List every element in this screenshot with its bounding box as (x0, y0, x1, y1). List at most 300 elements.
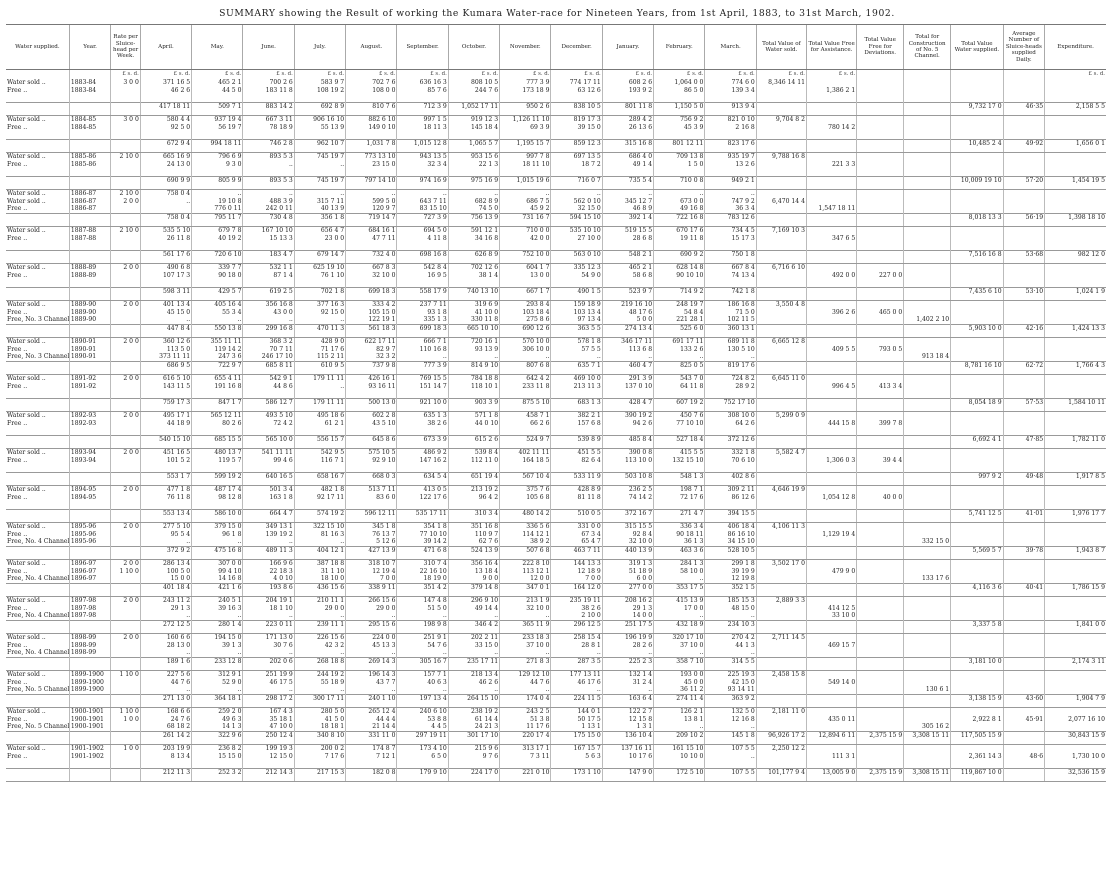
table-cell (951, 486, 1003, 510)
table-cell: 310 7 4 22 16 10 18 19 0 (397, 560, 448, 584)
total-cell: 163 6 4 (602, 695, 653, 708)
table-cell (1003, 412, 1045, 436)
total-cell (6, 547, 69, 560)
table-cell: 1,054 12 8 (807, 486, 857, 510)
total-cell: 752 10 0 (500, 251, 551, 264)
total-cell: 539 8 9 (551, 436, 602, 449)
table-cell: 45·91 (1003, 708, 1045, 732)
total-cell: 735 5 4 (602, 177, 653, 190)
table-cell: 1883-84 1883-84 (69, 79, 111, 103)
table-cell: 147 4 8 51 5 0 .. (397, 597, 448, 621)
column-header: October. (448, 25, 499, 70)
table-cell: 375 7 6 105 6 8 (500, 486, 551, 510)
table-cell: 636 16 3 85 7 6 (397, 79, 448, 103)
total-cell (904, 103, 951, 116)
total-cell: 429 5 7 (192, 288, 243, 301)
year-total-row (6, 547, 1106, 560)
table-cell (1003, 264, 1045, 288)
table-cell: 390 19 2 94 2 6 (602, 412, 653, 436)
total-cell: 921 10 0 (397, 399, 448, 412)
table-cell: 227 0 0 (857, 264, 904, 288)
table-cell (1045, 375, 1106, 399)
column-header: June. (243, 25, 294, 70)
total-cell: 567 10 4 (500, 473, 551, 486)
table-cell: 919 12 3 145 18 4 (448, 116, 499, 140)
table-cell: 1888-89 1888-89 (69, 264, 111, 288)
table-cell (857, 560, 904, 584)
table-cell (951, 301, 1003, 325)
table-cell: 492 0 0 (807, 264, 857, 288)
total-cell: 3,181 10 0 (951, 658, 1003, 671)
table-cell: 244 19 2 55 18 9 .. (294, 671, 345, 695)
table-cell: 111 3 1 (807, 745, 857, 769)
table-cell: 240 6 10 53 8 8 4 4 5 (397, 708, 448, 732)
total-cell: 847 1 7 (192, 399, 243, 412)
table-cell: 2 0 0 (111, 412, 140, 436)
year-entry-row (6, 634, 1106, 658)
table-cell: 720 16 1 93 13 9 .. (448, 338, 499, 362)
table-cell: 318 10 7 12 19 4 7 0 0 (346, 560, 397, 584)
table-cell: 1886-87 1886-87 1886-87 (69, 190, 111, 214)
total-cell: 372 16 7 (602, 510, 653, 523)
table-cell: 482 1 8 92 17 11 (294, 486, 345, 510)
table-cell: 238 19 2 61 14 4 24 21 3 (448, 708, 499, 732)
total-cell: 463 7 11 (551, 547, 602, 560)
total-cell: 548 1 3 (654, 473, 705, 486)
total-cell (69, 325, 111, 338)
total-cell: 548 2 1 (602, 251, 653, 264)
total-cell: 372 9 2 (140, 547, 191, 560)
table-cell: 774 6 0 139 3 4 (705, 79, 756, 103)
table-cell (1003, 375, 1045, 399)
total-cell: 57·53 (1003, 399, 1045, 412)
total-cell (807, 399, 857, 412)
total-cell (807, 251, 857, 264)
table-cell: 784 18 8 118 10 1 (448, 375, 499, 399)
total-cell: 264 15 10 (448, 695, 499, 708)
table-cell: 710 0 0 42 0 0 (500, 227, 551, 251)
table-cell: 208 16 2 29 1 3 14 0 0 (602, 597, 653, 621)
table-cell: 913 18 4 (904, 338, 951, 362)
column-header: September. (397, 25, 448, 70)
table-cell: 501 3 4 163 1 8 (243, 486, 294, 510)
table-cell: 167 15 7 5 6 3 (551, 745, 602, 769)
table-cell (951, 634, 1003, 658)
unit-cell (69, 70, 111, 80)
total-cell: 5,741 12 5 (951, 510, 1003, 523)
table-cell: 240 5 1 39 16 3 .. (192, 597, 243, 621)
year-entry-row (6, 227, 1106, 251)
table-cell (904, 745, 951, 769)
total-cell: 1,424 13 3 (1045, 325, 1106, 338)
table-cell (904, 190, 951, 214)
table-cell (904, 449, 951, 473)
total-cell: 9,732 17 0 (951, 103, 1003, 116)
total-cell (6, 473, 69, 486)
total-cell (111, 362, 140, 375)
total-cell: 298 17 2 (243, 695, 294, 708)
table-cell: 405 16 4 55 3 4 .. (192, 301, 243, 325)
total-cell: 5,569 5 7 (951, 547, 1003, 560)
year-entry-row (6, 486, 1106, 510)
total-cell (756, 584, 806, 597)
table-cell: 953 15 6 22 1 3 (448, 153, 499, 177)
total-cell: 598 3 11 (140, 288, 191, 301)
unit-cell: £ s. d. (111, 70, 140, 80)
total-cell: 1,904 7 9 (1045, 695, 1106, 708)
table-cell (951, 153, 1003, 177)
total-cell: 221 0 10 (500, 769, 551, 782)
total-cell: 351 4 2 (397, 584, 448, 597)
table-cell (904, 486, 951, 510)
table-cell (951, 523, 1003, 547)
total-cell (69, 362, 111, 375)
total-cell: 485 8 4 (602, 436, 653, 449)
total-cell: 490 1 5 (551, 288, 602, 301)
table-cell (1003, 338, 1045, 362)
table-cell: 1884-85 1884-85 (69, 116, 111, 140)
table-cell: Water sold .. Free .. (7, 227, 46, 242)
column-header: Rate per Sluice-head per Week. (111, 25, 140, 70)
total-cell: 712 3 9 (397, 103, 448, 116)
table-cell: 218 13 4 46 2 6 .. (448, 671, 499, 695)
table-cell: 132 5 0 12 16 8 .. (705, 708, 756, 732)
table-cell: 354 1 8 77 10 10 39 14 2 (397, 523, 448, 547)
total-cell (807, 103, 857, 116)
table-cell (904, 264, 951, 288)
total-cell: 274 13 4 (602, 325, 653, 338)
year-total-row (6, 251, 1106, 264)
table-cell (1045, 153, 1106, 177)
total-cell: 417 18 11 (140, 103, 191, 116)
table-cell: Water sold .. Free .. Free, No. 5 Channel (7, 708, 70, 731)
total-cell: 5,903 10 0 (951, 325, 1003, 338)
total-cell: 301 17 10 (448, 732, 499, 745)
total-cell (756, 473, 806, 486)
total-cell: 1,015 12 8 (397, 140, 448, 153)
total-cell (857, 214, 904, 227)
table-cell: 299 1 8 39 19 9 12 19 8 (705, 560, 756, 584)
total-cell: 42·16 (1003, 325, 1045, 338)
table-cell: 360 12 6 113 5 0 373 11 11 (140, 338, 191, 362)
total-cell: 489 11 3 (243, 547, 294, 560)
total-cell: 801 11 8 (602, 103, 653, 116)
total-cell (904, 362, 951, 375)
table-cell: 1 10 0 (111, 671, 140, 695)
unit-cell: £ s. d. (346, 70, 397, 80)
table-cell: 8,346 14 11 (756, 79, 806, 103)
table-cell: 819 17 3 39 15 0 (551, 116, 602, 140)
table-cell (857, 745, 904, 769)
table-cell: 1,064 0 0 86 5 0 (654, 79, 705, 103)
total-cell: 994 18 11 (192, 140, 243, 153)
table-cell: 769 15 5 151 14 7 (397, 375, 448, 399)
total-cell: 1,786 15 9 (1045, 584, 1106, 597)
column-header: Average Number of Sluice-heads supplied Daily. (1003, 25, 1045, 70)
total-cell (807, 177, 857, 190)
table-cell: 656 4 7 23 0 0 (294, 227, 345, 251)
total-cell: 10,009 19 10 (951, 177, 1003, 190)
table-cell: 1,730 10 0 (1045, 745, 1106, 769)
total-cell (857, 399, 904, 412)
table-cell: 780 14 2 (807, 116, 857, 140)
table-cell (857, 79, 904, 103)
table-cell: .. 673 0 0 49 16 8 (654, 190, 705, 214)
total-cell: 1,943 8 7 (1045, 547, 1106, 560)
total-cell (756, 251, 806, 264)
total-cell: 401 18 4 (140, 584, 191, 597)
total-cell (904, 140, 951, 153)
year-entry-row (6, 79, 1106, 103)
total-cell (111, 621, 140, 634)
table-cell: 122 2 7 12 15 8 1 3 1 (602, 708, 653, 732)
table-cell: 144 0 1 50 17 5 1 13 1 (551, 708, 602, 732)
year-total-row (6, 399, 1106, 412)
table-cell: 935 19 7 13 2 6 (705, 153, 756, 177)
table-cell: 356 16 4 13 18 4 9 0 0 (448, 560, 499, 584)
total-cell: 314 5 5 (705, 658, 756, 671)
total-cell: 1,841 0 0 (1045, 621, 1106, 634)
column-header: February. (654, 25, 705, 70)
total-cell: 440 13 9 (602, 547, 653, 560)
total-cell: 119,867 10 0 (951, 769, 1003, 782)
table-cell: 382 2 1 157 6 8 (551, 412, 602, 436)
total-cell: 610 9 5 (294, 362, 345, 375)
total-cell (857, 362, 904, 375)
table-cell: 308 10 0 64 2 6 (705, 412, 756, 436)
table-cell: 756 9 2 45 3 9 (654, 116, 705, 140)
table-cell: Water sold .. Water sold .. Free .. (7, 190, 46, 213)
table-cell: 307 0 0 99 4 10 14 16 8 (192, 560, 243, 584)
total-cell (756, 362, 806, 375)
table-cell: 222 8 10 113 12 1 12 0 0 (500, 560, 551, 584)
table-cell: 399 7 8 (857, 412, 904, 436)
table-cell: 2 0 0 (111, 338, 140, 362)
total-cell: 730 4 8 (243, 214, 294, 227)
unit-cell: £ s. d. (654, 70, 705, 80)
total-cell: 3,308 15 11 (904, 732, 951, 745)
total-cell: 331 11 0 (346, 732, 397, 745)
table-cell: 745 19 7 .. (294, 153, 345, 177)
column-header: Total Value of Water sold. (756, 25, 806, 70)
total-cell: 8,781 16 10 (951, 362, 1003, 375)
total-cell (69, 584, 111, 597)
total-cell (807, 473, 857, 486)
table-cell: 702 12 6 38 1 4 (448, 264, 499, 288)
table-cell (857, 708, 904, 732)
table-cell: 697 13 5 18 7 2 (551, 153, 602, 177)
total-cell: 722 9 7 (192, 362, 243, 375)
total-cell: 272 12 5 (140, 621, 191, 634)
table-cell: 9,704 8 2 (756, 116, 806, 140)
table-cell: 286 13 4 100 5 0 15 0 0 (140, 560, 191, 584)
table-cell: 583 9 7 108 19 2 (294, 79, 345, 103)
table-cell: 2,922 8 1 (951, 708, 1003, 732)
total-cell: 645 8 6 (346, 436, 397, 449)
total-cell: 586 12 7 (243, 399, 294, 412)
table-cell: 893 5 3 .. (243, 153, 294, 177)
total-cell: 690 12 6 (500, 325, 551, 338)
table-cell (1003, 523, 1045, 547)
unit-cell: £ s. d. (500, 70, 551, 80)
table-cell: 997 1 5 18 11 3 (397, 116, 448, 140)
table-cell: 173 4 10 6 5 0 (397, 745, 448, 769)
total-cell: 795 11 7 (192, 214, 243, 227)
total-cell: 599 19 2 (192, 473, 243, 486)
total-cell: 315 16 8 (602, 140, 653, 153)
total-cell: 553 1 7 (140, 473, 191, 486)
total-cell: 561 18 3 (346, 325, 397, 338)
table-cell: 309 2 11 86 12 6 (705, 486, 756, 510)
table-cell (857, 523, 904, 547)
total-cell (807, 695, 857, 708)
column-header: March. (705, 25, 756, 70)
table-cell: 539 8 4 112 11 0 (448, 449, 499, 473)
total-cell (6, 251, 69, 264)
table-cell: 345 1 8 76 13 7 5 12 6 (346, 523, 397, 547)
table-cell: 133 17 6 (904, 560, 951, 584)
total-cell: 702 1 8 (294, 288, 345, 301)
total-cell: 183 4 7 (243, 251, 294, 264)
table-cell: .. 686 7 5 45 9 2 (500, 190, 551, 214)
total-cell: 722 16 8 (654, 214, 705, 227)
table-cell: 1,306 0 3 (807, 449, 857, 473)
table-cell: 542 8 4 16 9 5 (397, 264, 448, 288)
total-cell: 297 19 11 (397, 732, 448, 745)
total-cell: 392 1 4 (602, 214, 653, 227)
table-cell: 346 17 11 113 6 8 .. (602, 338, 653, 362)
table-cell: 1,126 11 10 69 3 9 (500, 116, 551, 140)
table-cell: .. 747 9 2 36 3 4 (705, 190, 756, 214)
table-cell: 236 2 5 74 14 2 (602, 486, 653, 510)
table-cell: 157 7 1 40 6 3 .. (397, 671, 448, 695)
table-cell: 1899-1900 1899-1900 1899-1900 (69, 671, 111, 695)
table-cell: 667 8 3 32 10 0 (346, 264, 397, 288)
total-cell (69, 214, 111, 227)
year-total-row (6, 214, 1106, 227)
table-cell: 4,106 11 3 (756, 523, 806, 547)
year-total-row (6, 621, 1106, 634)
total-cell (904, 547, 951, 560)
total-cell: 175 15 0 (551, 732, 602, 745)
table-cell (951, 227, 1003, 251)
total-cell (69, 769, 111, 782)
table-cell: 219 16 10 48 17 6 5 0 0 (602, 301, 653, 325)
total-cell: 716 0 7 (551, 177, 602, 190)
year-entry-row (6, 449, 1106, 473)
total-cell: 117,505 15 9 (951, 732, 1003, 745)
total-cell: 252 3 2 (192, 769, 243, 782)
total-cell: 801 12 11 (654, 140, 705, 153)
unit-cell (951, 70, 1003, 80)
column-header: April. (140, 25, 191, 70)
table-cell: 702 7 6 108 0 0 (346, 79, 397, 103)
table-cell (1045, 79, 1106, 103)
total-cell (857, 473, 904, 486)
table-cell: 177 13 11 46 17 6 .. (551, 671, 602, 695)
total-cell: 338 9 11 (346, 584, 397, 597)
table-cell: Water sold .. Free .. (7, 375, 46, 390)
total-cell: 797 14 10 (346, 177, 397, 190)
total-cell: 814 9 10 (448, 362, 499, 375)
table-cell: 1897-98 1897-98 1897-98 (69, 597, 111, 621)
year-total-row (6, 177, 1106, 190)
total-cell: 667 1 7 (500, 288, 551, 301)
total-cell: 280 1 4 (192, 621, 243, 634)
table-cell: 686 4 0 49 1 4 (602, 153, 653, 177)
total-cell: 574 19 2 (294, 510, 345, 523)
table-cell: 465 0 0 (857, 301, 904, 325)
table-cell: 458 7 1 66 2 6 (500, 412, 551, 436)
total-cell: 274 11 4 (654, 695, 705, 708)
total-cell (69, 399, 111, 412)
table-cell (1045, 264, 1106, 288)
table-cell: Water sold .. Free .. (7, 486, 46, 501)
table-cell: 265 12 4 44 4 4 21 14 4 (346, 708, 397, 732)
table-cell: 336 3 4 90 18 11 36 1 3 (654, 523, 705, 547)
table-cell (951, 449, 1003, 473)
total-cell (807, 288, 857, 301)
total-cell: 742 1 8 (705, 288, 756, 301)
total-cell (904, 473, 951, 486)
table-cell: 137 16 11 10 17 6 (602, 745, 653, 769)
table-cell: 415 13 9 17 0 0 .. (654, 597, 705, 621)
year-total-row (6, 103, 1106, 116)
table-cell: .. 19 10 8 776 0 11 (192, 190, 243, 214)
table-cell (1045, 449, 1106, 473)
total-cell (904, 621, 951, 634)
total-cell (69, 621, 111, 634)
table-cell: 608 2 6 193 9 2 (602, 79, 653, 103)
total-cell: 432 18 9 (654, 621, 705, 634)
table-cell: 493 5 10 72 4 2 (243, 412, 294, 436)
table-cell (904, 116, 951, 140)
table-cell: 642 4 2 233 11 8 (500, 375, 551, 399)
total-cell: 107 5 5 (705, 769, 756, 782)
column-header: July. (294, 25, 345, 70)
total-cell: 3,308 15 11 (904, 769, 951, 782)
table-cell: 196 14 3 43 7 7 .. (346, 671, 397, 695)
total-cell: 427 13 9 (346, 547, 397, 560)
total-cell (756, 436, 806, 449)
total-cell (6, 214, 69, 227)
table-cell: 402 11 11 164 18 5 (500, 449, 551, 473)
table-cell: 616 5 10 143 11 5 (140, 375, 191, 399)
total-cell: 10,485 2 4 (951, 140, 1003, 153)
units-row (6, 70, 1106, 80)
table-cell: 319 1 3 51 18 9 6 0 0 (602, 560, 653, 584)
table-cell: 409 5 5 (807, 338, 857, 362)
total-cell: 510 0 5 (551, 510, 602, 523)
table-cell: 251 19 9 46 17 5 .. (243, 671, 294, 695)
column-header: Total Value Water supplied. (951, 25, 1003, 70)
table-cell (1045, 523, 1106, 547)
total-cell (857, 140, 904, 153)
table-cell (1003, 116, 1045, 140)
total-cell: 480 14 2 (500, 510, 551, 523)
table-cell (1045, 486, 1106, 510)
table-cell: 1889-90 1889-90 1889-90 (69, 301, 111, 325)
table-cell: 694 5 0 4 11 8 (397, 227, 448, 251)
total-cell (1003, 732, 1045, 745)
table-cell: Water sold .. Free .. (7, 153, 46, 168)
total-cell: 1,150 5 0 (654, 103, 705, 116)
total-cell: 347 0 1 (500, 584, 551, 597)
column-header: Year. (69, 25, 111, 70)
total-cell: 62·72 (1003, 362, 1045, 375)
table-cell: 724 8 2 28 9 2 (705, 375, 756, 399)
total-cell: 737 9 8 (346, 362, 397, 375)
